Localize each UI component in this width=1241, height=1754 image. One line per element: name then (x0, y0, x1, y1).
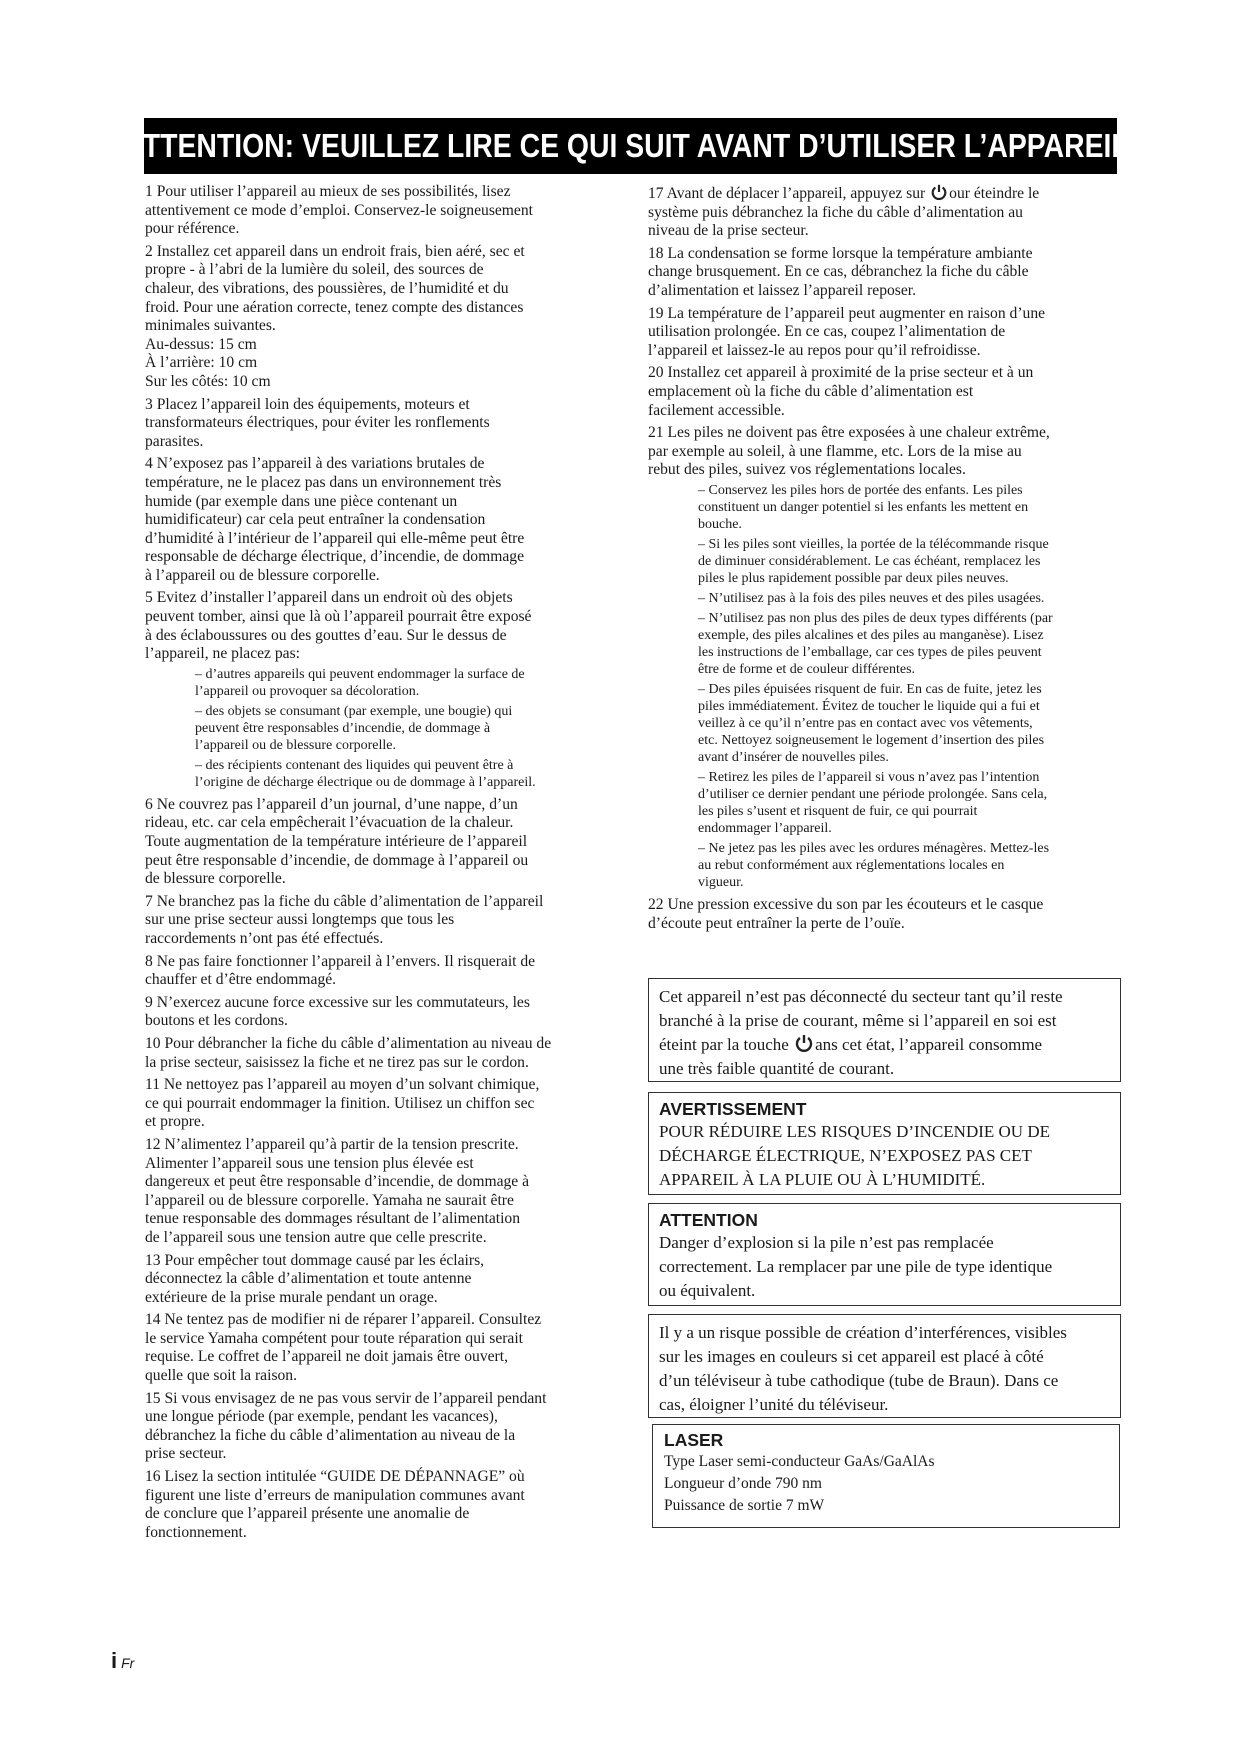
sub-item: – Des piles épuisées risquent de fuir. En cas de fuite, jetez les piles immédiatement. Évitez de toucher le liquide qui a fui et veillez à ce qu’il n’entre pas en contact avec vos vêtements, etc. Nettoyez soigneusement le logement d’insertion des piles avant d’insérer de nouvelles piles. (698, 681, 1045, 765)
laser-wavelength: Longueur d’onde 790 nm (664, 1475, 822, 1492)
instruction-item-9: 9 N’exercez aucune force excessive sur les commutateurs, les boutons et les cordons. (145, 993, 530, 1030)
instruction-item-10: 10 Pour débrancher la fiche du câble d’alimentation au niveau de la prise secteur, saisissez la fiche et ne tirez pas sur le cordon. (145, 1034, 552, 1071)
standby-notice-box: Cet appareil n’est pas déconnecté du secteur tant qu’il reste branché à la prise de courant, même si l’appareil en soi est éteint par la touche ans cet état, l’appareil consomme une très faible quantité de courant. (648, 978, 1121, 1082)
instruction-item-1: 1 Pour utiliser l’appareil au mieux de ses possibilités, lisez attentivement ce mode d’emploi. Conservez-le soigneusement pour référence. (145, 183, 533, 238)
instruction-item-12: 12 N’alimentez l’appareil qu’à partir de la tension prescrite. Alimenter l’appareil sous une tension plus élevée est dangereux et peut être responsable d’incendie, de dommage à l’appareil ou de blessure corporelle. Yamaha ne saurait être tenue responsable des dommages résultant de l’alimentation de l’appareil sous une tension autre que celle prescrite. (145, 1135, 530, 1246)
distance-sides: Sur les côtés: 10 cm (145, 372, 271, 390)
laser-info-box (652, 1424, 1120, 1528)
instruction-item-17: 17 Avant de déplacer l’appareil, appuyez sur our éteindre le système puis débranchez la fiche du câble d’alimentation au niveau de la prise secteur. (648, 185, 1040, 240)
instruction-item-19: 19 La température de l’appareil peut augmenter en raison d’une utilisation prolongée. En ce cas, coupez l’alimentation de l’appareil et laissez-le au repos pour qu’il refroidisse. (648, 304, 1046, 359)
banner-title: ATTENTION: VEUILLEZ LIRE CE QUI SUIT AVANT D’UTILISER L’APPAREIL. (124, 127, 1137, 164)
page-footer (111, 1648, 134, 1674)
sub-item: – N’utilisez pas non plus des piles de deux types différents (par exemple, des piles alcalines et des piles au manganèse). Lisez les instructions de l’emballage, car ces types de piles peuvent être de forme et de couleur différentes. (698, 610, 1053, 677)
distance-above: Au-dessus: 15 cm (145, 335, 257, 353)
instruction-item-15: 15 Si vous envisagez de ne pas vous servir de l’appareil pendant une longue période (par exemple, pendant les vacances), débranchez la fiche du câble d’alimentation au niveau de la prise secteur. (145, 1389, 547, 1463)
interference-notice-box: Il y a un risque possible de création d’interférences, visibles sur les images en couleurs si cet appareil est placé à côté d’un téléviseur à tube cathodique (tube de Braun). Dans ce cas, éloigner l’unité du téléviseur. (648, 1314, 1121, 1418)
instruction-item-18: 18 La condensation se forme lorsque la température ambiante change brusquement. En ce cas, débranchez la fiche du câble d’alimentation et laissez l’appareil reposer. (648, 244, 1033, 299)
laser-output-power: Puissance de sortie 7 mW (664, 1497, 825, 1514)
instruction-item-7: 7 Ne branchez pas la fiche du câble d’alimentation de l’appareil sur une prise secteur aussi longtemps que tous les raccordements n’ont pas été effectués. (145, 892, 544, 947)
attention-banner (124, 118, 1137, 174)
instruction-item-20: 20 Installez cet appareil à proximité de la prise secteur et à un emplacement où la fiche du câble d’alimentation est facilement accessible. (648, 364, 1034, 419)
instruction-item-22: 22 Une pression excessive du son par les écouteurs et le casque d’écoute peut entraîner la perte de l’ouïe. (648, 895, 1044, 932)
language-code: Fr (121, 1655, 135, 1671)
sub-item: – des récipients contenant des liquides qui peuvent être à l’origine de décharge électrique ou de dommage à l’appareil. (195, 757, 536, 790)
caution-box: ATTENTION Danger d’explosion si la pile n’est pas remplacée correctement. La remplacer par une pile de type identique ou équivalent. (648, 1203, 1121, 1306)
left-column (145, 183, 617, 1546)
warning-title: AVERTISSEMENT (659, 1099, 807, 1119)
sub-item: – des objets se consumant (par exemple, une bougie) qui peuvent être responsables d’incendie, de dommage à l’appareil ou de blessure corporelle. (195, 703, 513, 753)
sub-item: – Conservez les piles hors de portée des enfants. Les piles constituent un danger potentiel si les enfants les mettent en bouche. (698, 482, 1029, 532)
instruction-item-4: 4 N’exposez pas l’appareil à des variations brutales de température, ne le placez pas dans un environnement très humide (par exemple dans une pièce contenant un humidificateur) car cela peut entraîner la condensation d’humidité à l’intérieur de l’appareil qui elle-même peut être responsable de décharge électrique, d’incendie, de dommage à l’appareil ou de blessure corporelle. (145, 455, 525, 584)
instruction-item-16: 16 Lisez la section intitulée “GUIDE DE DÉPANNAGE” où figurent une liste d’erreurs de manipulation communes avant de conclure que l’appareil présente une anomalie de fonctionnement. (145, 1468, 525, 1541)
power-icon (794, 1033, 814, 1053)
instruction-item-6: 6 Ne couvrez pas l’appareil d’un journal, d’une nappe, d’un rideau, etc. car cela empêcherait l’évacuation de la chaleur. Toute augmentation de la température intérieure de l’appareil peut être responsable d’incendie, de dommage à l’appareil ou de blessure corporelle. (145, 795, 529, 888)
laser-title: LASER (664, 1430, 724, 1450)
instruction-item-13: 13 Pour empêcher tout dommage causé par les éclairs, déconnectez la câble d’alimentation et toute antenne extérieure de la prise murale pendant un orage. (145, 1251, 485, 1306)
instruction-item-3: 3 Placez l’appareil loin des équipements, moteurs et transformateurs électriques, pour éviter les ronflements parasites. (145, 395, 490, 450)
instruction-item-8: 8 Ne pas faire fonctionner l’appareil à l’envers. Il risquerait de chauffer et d’être endommagé. (145, 952, 536, 989)
sub-item: – Retirez les piles de l’appareil si vous n’avez pas l’intention d’utiliser ce dernier pendant une période prolongée. Sans cela, les piles s’usent et risquent de fuir, ce qui pourrait endommager l’appareil. (698, 769, 1048, 836)
sub-item: – Ne jetez pas les piles avec les ordures ménagères. Mettez-les au rebut conformément aux réglementations locales en vigueur. (698, 840, 1050, 890)
instruction-item-2: 2 Installez cet appareil dans un endroit frais, bien aéré, sec et propre - à l’abri de la lumière du soleil, des sources de chaleur, des vibrations, des poussières, de l’humidité et du froid. Pour une aération correcte, tenez compte des distances minimales suivantes. Au-dessus: 15 cm À l’arrière: 10 cm Sur les côtés: 10 cm (145, 243, 617, 392)
instruction-item-5: 5 Evitez d’installer l’appareil dans un endroit où des objets peuvent tomber, ainsi que là où l’appareil pourrait être exposé à des éclaboussures ou des gouttes d’eau. Sur le dessus de l’appareil, ne placez pas: (145, 589, 532, 663)
sub-item: – Si les piles sont vieilles, la portée de la télécommande risque de diminuer considérablement. Le cas échéant, remplacez les piles le plus rapidement possible par deux piles neuves. (698, 536, 1049, 586)
distance-rear: À l’arrière: 10 cm (145, 354, 258, 372)
page-number: i (111, 1648, 118, 1673)
sub-item: – N’utilisez pas à la fois des piles neuves et des piles usagées. (698, 590, 1045, 606)
instruction-item-11: 11 Ne nettoyez pas l’appareil au moyen d’un solvant chimique, ce qui pourrait endommager la finition. Utilisez un chiffon sec et propre. (145, 1076, 540, 1131)
caution-title: ATTENTION (659, 1210, 758, 1230)
laser-type: Type Laser semi-conducteur GaAs/GaAlAs (664, 1453, 935, 1470)
power-icon (930, 183, 948, 201)
right-column (648, 183, 1122, 937)
instruction-item-21: 21 Les piles ne doivent pas être exposées à une chaleur extrême, par exemple au soleil, à une flamme, etc. Lors de la mise au rebut des piles, suivez vos réglementations locales. (648, 424, 1050, 479)
warning-box: AVERTISSEMENT POUR RÉDUIRE LES RISQUES D’INCENDIE OU DE DÉCHARGE ÉLECTRIQUE, N’EXPOSEZ PAS CET APPAREIL À LA PLUIE OU À L’HUMIDITÉ. (648, 1092, 1121, 1195)
instruction-item-14: 14 Ne tentez pas de modifier ni de réparer l’appareil. Consultez le service Yamaha compétent pour toute réparation qui serait requise. Le coffret de l’appareil ne doit jamais être ouvert, quelle que soit la raison. (145, 1311, 542, 1385)
sub-item: – d’autres appareils qui peuvent endommager la surface de l’appareil ou provoquer sa décoloration. (195, 666, 525, 699)
